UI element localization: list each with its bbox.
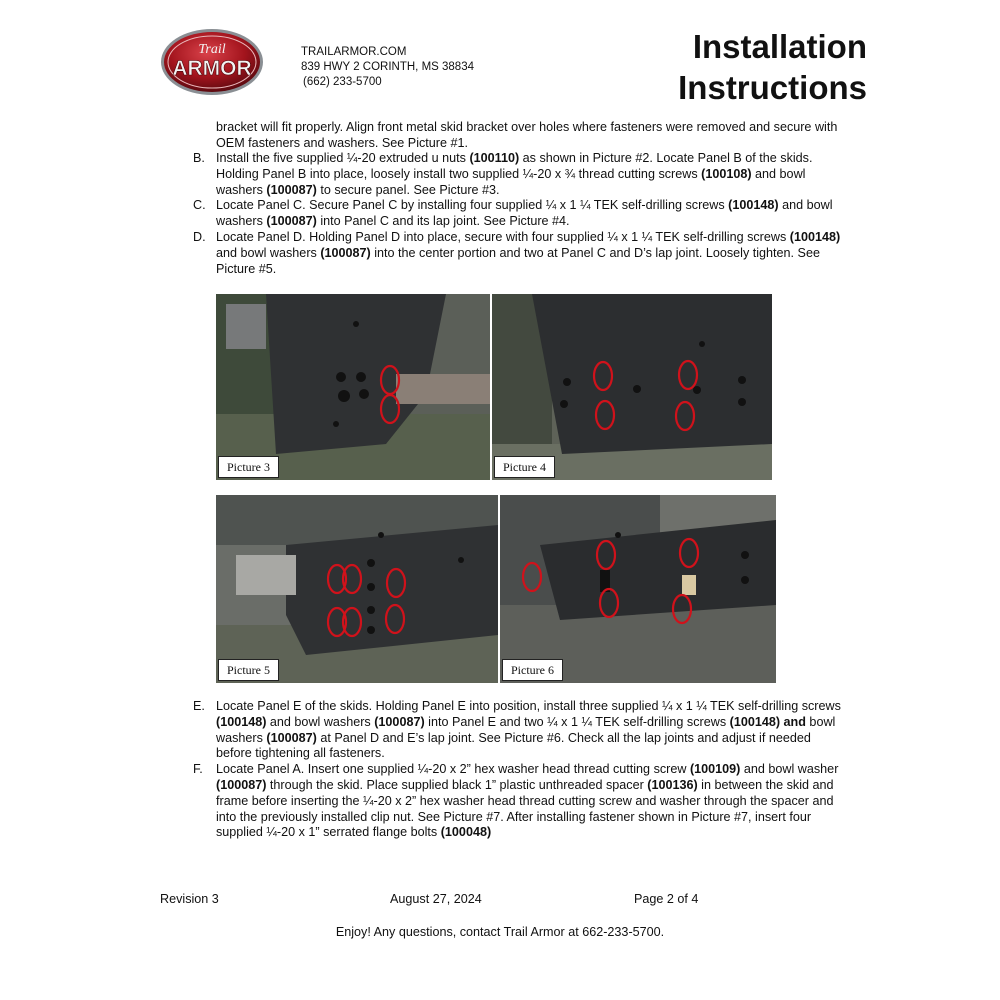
step-text-segment: in between the skid and frame before inserting the ¼-20 x 2” hex washer head thread cutting screw and washer through the spacer and into the previously installed clip nut. See Picture #7. After installing fastener shown in Picture #7, insert four supplied ¼-20 x 1” serrated flange bolts xyxy=(216,777,834,840)
part-number: (100087) xyxy=(266,214,317,229)
step-text-segment: and bowl washers xyxy=(266,714,375,729)
footer-revision: Revision 3 xyxy=(160,892,219,906)
phone-text: (662) 233-5700 xyxy=(303,76,382,88)
step-text-segment: as shown in Picture #2. Locate Panel B of the skids. Holding Panel B into place, loosely install two supplied ¼-20 x ¾ thread cutting screws xyxy=(216,151,813,181)
part-number: (100148) xyxy=(216,714,267,729)
step-text-segment: Install the five supplied ¼-20 extruded u nuts xyxy=(216,151,470,165)
step-text-segment: Locate Panel E of the skids. Holding Panel E into position, install three supplied ¼ x 1 ¼ TEK self-drilling screws xyxy=(216,699,841,713)
step-letter: E. xyxy=(193,699,205,713)
instruction-step xyxy=(193,198,843,230)
continuation-paragraph xyxy=(216,120,842,152)
instruction-step xyxy=(193,230,843,277)
step-letter: F. xyxy=(193,762,203,777)
step-letter: D. xyxy=(193,229,206,244)
part-number: (100087) xyxy=(374,714,425,729)
part-number: (100110) xyxy=(469,151,520,165)
title-line-1: Installation xyxy=(692,28,867,65)
part-number: (100148) xyxy=(728,198,779,213)
logo-text-bottom: ARMOR xyxy=(172,57,252,80)
picture-3 xyxy=(216,294,490,480)
part-number: (100148) xyxy=(729,714,781,729)
title-line-2: Instructions xyxy=(678,69,867,106)
picture-5 xyxy=(216,495,498,683)
picture-3-caption: Picture 3 xyxy=(218,456,279,478)
page-title xyxy=(678,26,867,108)
picture-4 xyxy=(492,294,772,480)
step-text-segment: bowl washers xyxy=(216,714,836,745)
picture-6 xyxy=(500,495,776,683)
step-text xyxy=(216,151,843,198)
steps-bottom-list xyxy=(193,699,843,841)
part-number: (100136) xyxy=(647,777,698,792)
step-text-segment: at Panel D and E’s lap joint. See Picture #6. Check all the lap joints and adjust if needed before tightening all fasteners. xyxy=(216,730,811,761)
step-text-segment: into Panel E and two ¼ x 1 ¼ TEK self-drilling screws xyxy=(424,714,730,729)
picture-6-caption: Picture 6 xyxy=(502,659,563,681)
step-text-segment: and bowl washers xyxy=(216,198,833,229)
step-text-segment: Locate Panel A. Insert one supplied ¼-20 x 2” hex washer head thread cutting screw xyxy=(216,762,690,777)
step-text-segment: into Panel C and its lap joint. See Picture #4. xyxy=(316,214,570,229)
part-number: (100108) xyxy=(701,166,752,181)
step-letter: B. xyxy=(193,151,205,165)
step-text-segment: and bowl washers xyxy=(216,245,321,260)
step-text-segment: Locate Panel D. Holding Panel D into place, secure with four supplied ¼ x 1 ¼ TEK self-drilling screws xyxy=(216,229,790,244)
step-text-segment: into the center portion and two at Panel C and D’s lap joint. Loosely tighten. See Picture #5. xyxy=(216,245,820,276)
part-number: (100087) xyxy=(320,245,371,260)
step-text-segment: to secure panel. See Picture #3. xyxy=(316,182,500,197)
step-text xyxy=(216,230,843,277)
step-letter: C. xyxy=(193,198,206,213)
company-contact xyxy=(301,45,474,90)
step-text-segment: through the skid. Place supplied black 1” plastic unthreaded spacer xyxy=(266,777,648,792)
website-text: TRAILARMOR.COM xyxy=(301,46,407,58)
step-text-segment: and bowl washers xyxy=(216,166,806,197)
instruction-step xyxy=(193,762,843,841)
step-text xyxy=(216,762,843,841)
part-number: (100148) xyxy=(789,229,841,244)
part-number: (100048) xyxy=(440,825,492,840)
trail-armor-logo xyxy=(160,28,264,96)
address-text: 839 HWY 2 CORINTH, MS 38834 xyxy=(301,61,474,73)
continuation-text: bracket will fit properly. Align front metal skid bracket over holes where fasteners were removed and secure with OEM fasteners and washers. See Picture #1. xyxy=(216,120,838,150)
footer-date: August 27, 2024 xyxy=(390,892,482,906)
step-text-segment: and bowl washer xyxy=(740,762,839,777)
step-text xyxy=(216,198,843,230)
picture-5-caption: Picture 5 xyxy=(218,659,279,681)
part-number: (100087) xyxy=(266,182,317,197)
steps-top-list xyxy=(193,151,843,277)
footer-contact-line: Enjoy! Any questions, contact Trail Armor at 662-233-5700. xyxy=(335,925,665,939)
footer-page-number: Page 2 of 4 xyxy=(634,892,699,906)
step-text-segment: Locate Panel C. Secure Panel C by installing four supplied ¼ x 1 ¼ TEK self-drilling screws xyxy=(216,198,729,213)
part-number: (100087) xyxy=(266,730,317,745)
instruction-step xyxy=(193,699,843,762)
logo-text-top: Trail xyxy=(198,42,226,57)
part-number: (100109) xyxy=(689,762,741,777)
part-number: (100087) xyxy=(216,777,267,792)
step-text xyxy=(216,699,843,762)
instruction-step xyxy=(193,151,843,198)
part-number: and xyxy=(783,714,806,729)
picture-4-caption: Picture 4 xyxy=(494,456,555,478)
